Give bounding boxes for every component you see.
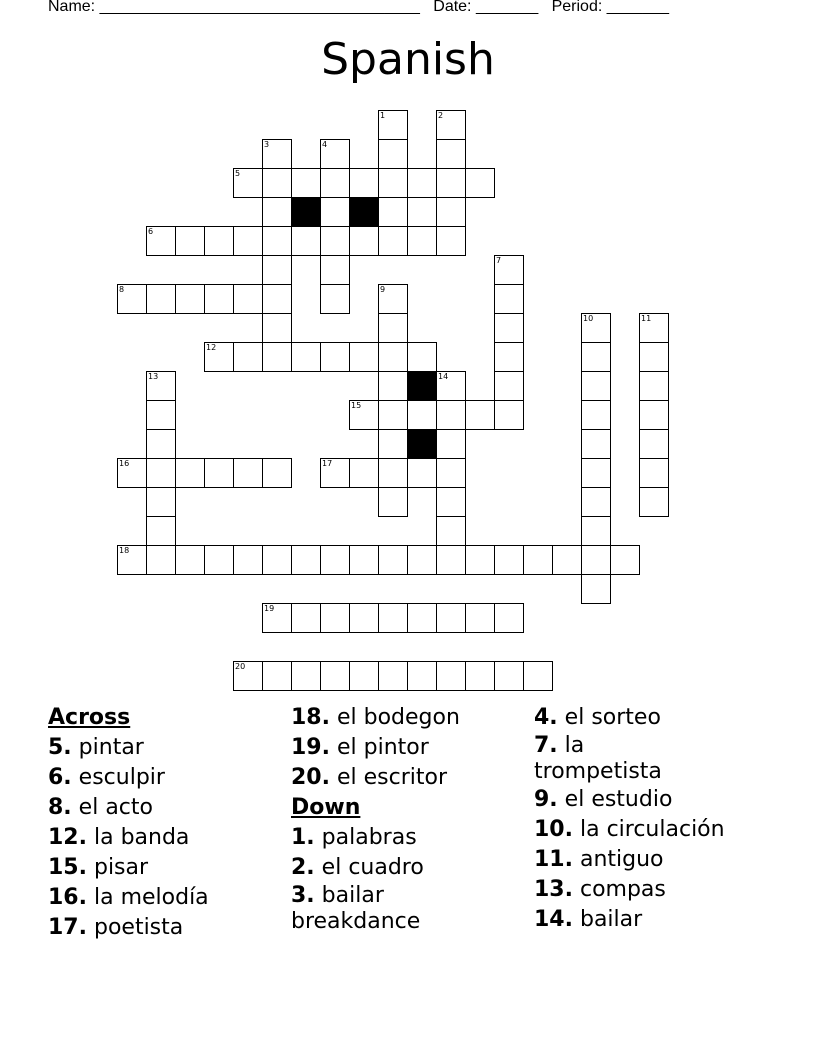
period-field[interactable]: _______ xyxy=(606,0,670,15)
clue-number-label: 9 xyxy=(380,285,386,294)
grid-cell[interactable] xyxy=(233,342,263,372)
clue-down-3: 3. bailar breakdance xyxy=(291,883,421,934)
grid-cell[interactable] xyxy=(349,458,379,488)
date-label: Date: xyxy=(419,0,476,15)
clue-number-label: 12 xyxy=(206,343,217,352)
grid-cell[interactable] xyxy=(494,661,524,691)
grid-cell[interactable] xyxy=(320,197,350,227)
clue-number-label: 13 xyxy=(148,372,159,381)
grid-cell[interactable] xyxy=(378,110,408,140)
clues-column-2 xyxy=(291,703,526,935)
clue-across-12: 12. la banda xyxy=(48,825,190,850)
grid-cell[interactable] xyxy=(581,400,611,430)
grid-cell[interactable] xyxy=(204,545,234,575)
grid-cell[interactable] xyxy=(233,226,263,256)
grid-cell[interactable] xyxy=(262,603,292,633)
grid-cell[interactable] xyxy=(581,574,611,604)
clue-number-label: 19 xyxy=(264,604,275,613)
clue-across-6: 6. esculpir xyxy=(48,765,165,790)
grid-cell[interactable] xyxy=(436,226,466,256)
clue-number-label: 16 xyxy=(119,459,130,468)
grid-cell[interactable] xyxy=(233,458,263,488)
grid-cell[interactable] xyxy=(291,226,321,256)
grid-cell[interactable] xyxy=(494,545,524,575)
grid-cell[interactable] xyxy=(262,313,292,343)
grid-cell[interactable] xyxy=(291,342,321,372)
clue-number-label: 18 xyxy=(119,546,130,555)
grid-cell[interactable] xyxy=(436,603,466,633)
grid-cell[interactable] xyxy=(262,197,292,227)
grid-cell[interactable] xyxy=(436,371,466,401)
grid-cell[interactable] xyxy=(146,284,176,314)
date-field[interactable]: _______ xyxy=(475,0,539,15)
grid-cell[interactable] xyxy=(465,168,495,198)
grid-cell[interactable] xyxy=(378,487,408,517)
clue-down-14: 14. bailar xyxy=(534,907,643,932)
grid-cell[interactable] xyxy=(407,603,437,633)
name-field[interactable]: ____________________________________ xyxy=(99,0,420,15)
grid-cell[interactable] xyxy=(320,168,350,198)
clue-number-label: 20 xyxy=(235,662,246,671)
grid-cell[interactable] xyxy=(581,458,611,488)
grid-cell[interactable] xyxy=(262,342,292,372)
grid-cell[interactable] xyxy=(146,516,176,546)
clue-down-7: 7. la trompetista xyxy=(534,733,662,784)
grid-cell[interactable] xyxy=(320,226,350,256)
grid-cell[interactable] xyxy=(639,429,669,459)
clue-number-label: 5 xyxy=(235,169,241,178)
grid-cell[interactable] xyxy=(320,545,350,575)
grid-cell[interactable] xyxy=(639,487,669,517)
grid-cell[interactable] xyxy=(407,458,437,488)
grid-cell[interactable] xyxy=(436,139,466,169)
grid-cell[interactable] xyxy=(146,429,176,459)
grid-cell[interactable] xyxy=(320,139,350,169)
grid-cell[interactable] xyxy=(407,661,437,691)
clue-number-label: 14 xyxy=(438,372,449,381)
grid-cell[interactable] xyxy=(436,487,466,517)
grid-cell[interactable] xyxy=(494,400,524,430)
grid-cell[interactable] xyxy=(233,168,263,198)
clue-down-2: 2. el cuadro xyxy=(291,855,424,880)
grid-cell[interactable] xyxy=(581,429,611,459)
grid-cell[interactable] xyxy=(204,458,234,488)
clue-across-8: 8. el acto xyxy=(48,795,153,820)
grid-cell[interactable] xyxy=(262,139,292,169)
grid-cell[interactable] xyxy=(291,603,321,633)
clue-across-17: 17. poetista xyxy=(48,915,184,940)
grid-cell[interactable] xyxy=(175,284,205,314)
clue-down-13: 13. compas xyxy=(534,877,666,902)
grid-cell[interactable] xyxy=(378,168,408,198)
grid-cell[interactable] xyxy=(436,661,466,691)
grid-cell[interactable] xyxy=(494,342,524,372)
grid-cell[interactable] xyxy=(378,313,408,343)
grid-cell[interactable] xyxy=(581,545,611,575)
down-heading: Down xyxy=(291,795,361,820)
grid-cell[interactable] xyxy=(175,545,205,575)
grid-block xyxy=(407,429,437,459)
grid-cell[interactable] xyxy=(436,110,466,140)
grid-cell[interactable] xyxy=(320,458,350,488)
grid-cell[interactable] xyxy=(204,342,234,372)
grid-cell[interactable] xyxy=(436,545,466,575)
grid-cell[interactable] xyxy=(523,545,553,575)
grid-cell[interactable] xyxy=(494,255,524,285)
grid-cell[interactable] xyxy=(581,516,611,546)
grid-cell[interactable] xyxy=(407,226,437,256)
grid-cell[interactable] xyxy=(262,661,292,691)
grid-cell[interactable] xyxy=(378,342,408,372)
grid-cell[interactable] xyxy=(204,284,234,314)
grid-cell[interactable] xyxy=(175,458,205,488)
clue-number-label: 17 xyxy=(322,459,333,468)
grid-cell[interactable] xyxy=(349,342,379,372)
grid-block xyxy=(407,371,437,401)
grid-cell[interactable] xyxy=(233,661,263,691)
grid-cell[interactable] xyxy=(233,284,263,314)
grid-cell[interactable] xyxy=(146,226,176,256)
grid-cell[interactable] xyxy=(349,168,379,198)
grid-cell[interactable] xyxy=(378,458,408,488)
grid-cell[interactable] xyxy=(494,371,524,401)
grid-cell[interactable] xyxy=(378,139,408,169)
grid-cell[interactable] xyxy=(291,168,321,198)
grid-cell[interactable] xyxy=(378,226,408,256)
grid-cell[interactable] xyxy=(465,400,495,430)
grid-cell[interactable] xyxy=(494,313,524,343)
grid-cell[interactable] xyxy=(349,400,379,430)
clue-number-label: 8 xyxy=(119,285,125,294)
grid-cell[interactable] xyxy=(581,342,611,372)
grid-cell[interactable] xyxy=(349,226,379,256)
grid-cell[interactable] xyxy=(494,603,524,633)
grid-cell[interactable] xyxy=(639,400,669,430)
grid-cell[interactable] xyxy=(117,545,147,575)
grid-cell[interactable] xyxy=(465,545,495,575)
grid-cell[interactable] xyxy=(610,545,640,575)
grid-cell[interactable] xyxy=(639,313,669,343)
grid-cell[interactable] xyxy=(146,545,176,575)
clue-across-18: 18. el bodegon xyxy=(291,705,460,730)
grid-cell[interactable] xyxy=(262,255,292,285)
grid-cell[interactable] xyxy=(465,661,495,691)
grid-cell[interactable] xyxy=(378,197,408,227)
grid-cell[interactable] xyxy=(320,342,350,372)
name-label: Name: xyxy=(48,0,100,15)
grid-cell[interactable] xyxy=(436,458,466,488)
grid-cell[interactable] xyxy=(117,284,147,314)
clue-across-19: 19. el pintor xyxy=(291,735,429,760)
clue-number-label: 10 xyxy=(583,314,594,323)
grid-block xyxy=(349,197,379,227)
grid-cell[interactable] xyxy=(378,400,408,430)
clues-column-1 xyxy=(48,703,278,943)
grid-cell[interactable] xyxy=(552,545,582,575)
grid-block xyxy=(291,197,321,227)
grid-cell[interactable] xyxy=(378,284,408,314)
grid-cell[interactable] xyxy=(436,429,466,459)
grid-cell[interactable] xyxy=(378,603,408,633)
grid-cell[interactable] xyxy=(204,226,234,256)
grid-cell[interactable] xyxy=(494,284,524,314)
grid-cell[interactable] xyxy=(436,516,466,546)
grid-cell[interactable] xyxy=(378,371,408,401)
clue-across-16: 16. la melodía xyxy=(48,885,209,910)
grid-cell[interactable] xyxy=(581,371,611,401)
clue-down-11: 11. antiguo xyxy=(534,847,664,872)
grid-cell[interactable] xyxy=(146,458,176,488)
clue-number-label: 2 xyxy=(438,111,444,120)
grid-cell[interactable] xyxy=(581,313,611,343)
grid-cell[interactable] xyxy=(233,545,263,575)
grid-cell[interactable] xyxy=(349,661,379,691)
grid-cell[interactable] xyxy=(378,661,408,691)
grid-cell[interactable] xyxy=(291,545,321,575)
grid-cell[interactable] xyxy=(407,168,437,198)
grid-cell[interactable] xyxy=(175,226,205,256)
clue-number-label: 3 xyxy=(264,140,270,149)
grid-cell[interactable] xyxy=(523,661,553,691)
grid-cell[interactable] xyxy=(436,168,466,198)
grid-cell[interactable] xyxy=(378,545,408,575)
grid-cell[interactable] xyxy=(262,284,292,314)
across-heading: Across xyxy=(48,705,131,730)
grid-cell[interactable] xyxy=(407,545,437,575)
grid-cell[interactable] xyxy=(407,342,437,372)
clue-down-1: 1. palabras xyxy=(291,825,417,850)
clues-column-3 xyxy=(534,703,794,935)
grid-cell[interactable] xyxy=(349,603,379,633)
grid-cell[interactable] xyxy=(146,487,176,517)
clue-down-10: 10. la circulación xyxy=(534,817,725,842)
grid-cell[interactable] xyxy=(436,400,466,430)
grid-cell[interactable] xyxy=(639,371,669,401)
clue-number-label: 7 xyxy=(496,256,502,265)
grid-cell[interactable] xyxy=(146,400,176,430)
clue-number-label: 11 xyxy=(641,314,652,323)
grid-cell[interactable] xyxy=(262,458,292,488)
page-title: Spanish xyxy=(321,34,495,85)
grid-cell[interactable] xyxy=(262,226,292,256)
period-label: Period: xyxy=(538,0,607,15)
student-info-line xyxy=(48,0,669,16)
clue-across-15: 15. pisar xyxy=(48,855,149,880)
grid-cell[interactable] xyxy=(320,255,350,285)
grid-cell[interactable] xyxy=(407,400,437,430)
grid-cell[interactable] xyxy=(320,284,350,314)
grid-cell[interactable] xyxy=(639,342,669,372)
grid-cell[interactable] xyxy=(378,429,408,459)
grid-cell[interactable] xyxy=(262,545,292,575)
clue-number-label: 6 xyxy=(148,227,154,236)
grid-cell[interactable] xyxy=(320,603,350,633)
clue-number-label: 1 xyxy=(380,111,386,120)
grid-cell[interactable] xyxy=(581,487,611,517)
grid-cell[interactable] xyxy=(349,545,379,575)
grid-cell[interactable] xyxy=(117,458,147,488)
clue-across-5: 5. pintar xyxy=(48,735,144,760)
grid-cell[interactable] xyxy=(262,168,292,198)
grid-cell[interactable] xyxy=(436,197,466,227)
clue-down-4: 4. el sorteo xyxy=(534,705,661,730)
grid-cell[interactable] xyxy=(291,661,321,691)
clue-across-20: 20. el escritor xyxy=(291,765,448,790)
grid-cell[interactable] xyxy=(465,603,495,633)
clue-down-9: 9. el estudio xyxy=(534,787,673,812)
clue-number-label: 15 xyxy=(351,401,362,410)
clue-number-label: 4 xyxy=(322,140,328,149)
grid-cell[interactable] xyxy=(146,371,176,401)
grid-cell[interactable] xyxy=(320,661,350,691)
grid-cell[interactable] xyxy=(639,458,669,488)
